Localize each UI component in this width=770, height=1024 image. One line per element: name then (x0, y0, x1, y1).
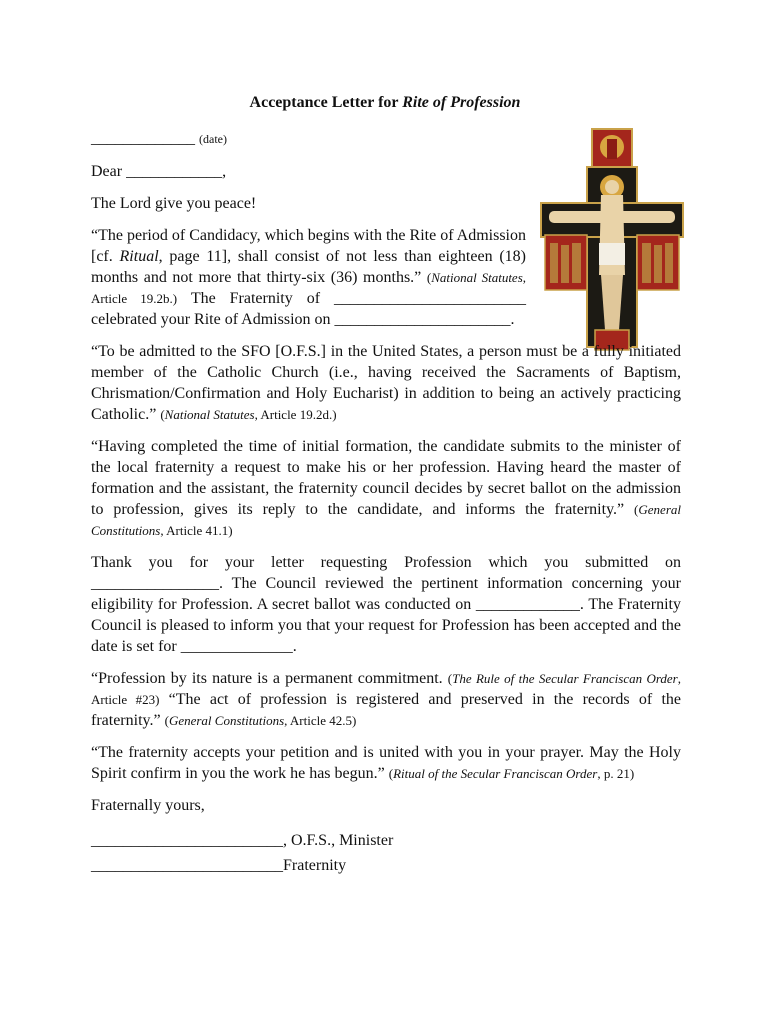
p5-source2-open: ( (164, 713, 169, 728)
paragraph-formation (91, 436, 681, 541)
p2-source-open: ( (160, 407, 165, 422)
p1-text: “The period of Candidacy, which begins with the Rite of Admission [cf. (91, 227, 526, 265)
title-emphasis: Rite of Profession (402, 94, 521, 111)
paragraph-admission (91, 341, 681, 425)
paragraph-thank-you: Thank you for your letter requesting Profession which you submitted on ________________. The Council reviewed the pertinent information concerning your eligibility for Profession. A secret ballot was conducted on _____________. The Fraternity Council is pleased to inform you that your request for Profession has been accepted and the date is set for ______________. (91, 554, 681, 655)
p5-source: The Rule of the Secular Franciscan Order (452, 671, 678, 686)
salutation: Dear ____________, (91, 163, 227, 180)
signature-line-minister: ________________________, O.F.S., Minister (91, 832, 394, 849)
p5-source-ref: , Article #23) (91, 671, 681, 707)
p5-source-open: ( (447, 671, 453, 686)
p1-source-ref: , Article 19.2b.) (91, 270, 527, 306)
paragraph-candidacy (91, 225, 526, 330)
p1-tail: The Fraternity of ________________________ celebrated your Rite of Admission on ______________________. (91, 290, 526, 328)
p5-source2: General Constitutions (168, 713, 285, 728)
p2-source-ref: , Article 19.2d.) (254, 407, 337, 422)
p3-source: General Constitutions (91, 502, 681, 538)
p1-text2: , page 11], shall consist of not less than eighteen (18) months and not more that thirty-six (36) months.” (91, 248, 526, 286)
p3-source-open: ( (634, 502, 639, 517)
p2-text: “To be admitted to the SFO [O.F.S.] in the United States, a person must be a fully initiated member of the Catholic Church (i.e., having received the Sacraments of Baptism, Chrismation/Confirmation and Holy Eucharist) in addition to being an actively practicing Catholic.” (91, 343, 681, 423)
title-prefix: Acceptance Letter for (249, 94, 403, 111)
p6-source-ref: , p. 21) (597, 766, 635, 781)
p3-source-ref: , Article 41.1) (160, 523, 233, 538)
date-blank: _____________ (91, 130, 195, 147)
p1-source-open: ( (426, 270, 432, 285)
p5-text: “Profession by its nature is a permanent commitment. (91, 670, 448, 687)
paragraph-petition (91, 742, 681, 784)
p5-source2-ref: , Article 42.5) (284, 713, 357, 728)
paragraph-permanent-commitment (91, 668, 681, 731)
closing: Fraternally yours, (91, 797, 205, 814)
p6-text: “The fraternity accepts your petition and is united with you in your prayer. May the Holy Spirit confirm in you the work he has begun.” (91, 744, 681, 782)
date-label: (date) (199, 132, 227, 146)
p1-ritual: Ritual (119, 248, 159, 265)
greeting: The Lord give you peace! (91, 195, 257, 212)
p2-source: National Statutes (164, 407, 255, 422)
date-line (91, 128, 681, 150)
p6-source-open: ( (388, 766, 394, 781)
signature-line-fraternity: ________________________Fraternity (91, 857, 347, 874)
p5-text2: “The act of profession is registered and preserved in the records of the fraternity.” (91, 691, 681, 729)
letter-body (91, 128, 681, 876)
p6-source: Ritual of the Secular Franciscan Order (393, 766, 598, 781)
p1-source: National Statutes (431, 270, 523, 285)
document-title (0, 94, 770, 112)
p3-text: “Having completed the time of initial formation, the candidate submits to the minister of the local fraternity a request to make his or her profession. Having heard the master of formation and the assistant, the fraternity council decides by secret ballot on the admission to profession, gives its reply to the candidate, and informs the fraternity.” (91, 438, 681, 518)
